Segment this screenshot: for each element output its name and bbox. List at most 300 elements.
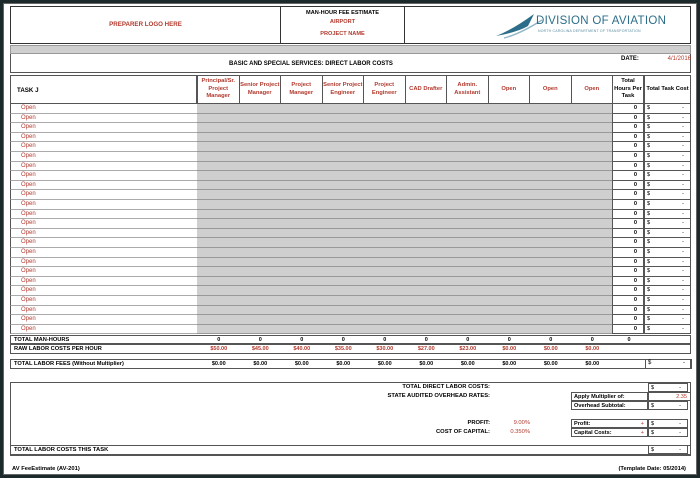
hours-input-cell[interactable]: [529, 142, 572, 152]
hours-input-cell[interactable]: [405, 162, 448, 172]
hours-input-cell[interactable]: [529, 181, 572, 191]
hours-input-cell[interactable]: [446, 181, 489, 191]
hours-input-cell[interactable]: [446, 315, 489, 325]
hours-input-cell[interactable]: [571, 277, 614, 287]
hours-input-cell[interactable]: [239, 210, 282, 220]
profit-plus: +: [640, 421, 644, 427]
hours-input-cell[interactable]: [280, 277, 323, 287]
profit-box: [571, 419, 648, 428]
hours-input-cell[interactable]: [280, 152, 323, 162]
column-header: Principal/Sr. Project Manager: [197, 75, 240, 104]
hours-input-cell[interactable]: [529, 162, 572, 172]
hours-input-cell[interactable]: [363, 171, 406, 181]
hours-input-cell[interactable]: [322, 114, 365, 124]
hours-input-cell[interactable]: [571, 210, 614, 220]
task-name-cell[interactable]: Open: [10, 315, 197, 325]
hours-input-cell[interactable]: [529, 296, 572, 306]
hours-input-cell[interactable]: [197, 133, 240, 143]
hours-input-cell[interactable]: [322, 229, 365, 239]
hours-input-cell[interactable]: [488, 114, 531, 124]
hours-input-cell[interactable]: [363, 142, 406, 152]
hours-input-cell[interactable]: [405, 210, 448, 220]
row-total-cost: $ -: [644, 258, 691, 268]
airport-name[interactable]: AIRPORT: [329, 19, 356, 25]
hours-input-cell[interactable]: [405, 219, 448, 229]
table-row: [10, 181, 691, 191]
divider-band: [10, 45, 691, 54]
task-name-cell[interactable]: Open: [10, 210, 197, 220]
hours-input-cell[interactable]: [405, 238, 448, 248]
hours-input-cell[interactable]: [322, 104, 365, 114]
hours-input-cell[interactable]: [488, 258, 531, 268]
hours-input-cell[interactable]: [529, 258, 572, 268]
overhead-subtotal-label: Overhead Subtotal:: [574, 403, 626, 409]
hours-input-cell[interactable]: [322, 325, 365, 335]
hours-input-cell[interactable]: [322, 181, 365, 191]
hours-input-cell[interactable]: [571, 258, 614, 268]
hours-input-cell[interactable]: [529, 238, 572, 248]
hours-input-cell[interactable]: [363, 114, 406, 124]
hours-input-cell[interactable]: [488, 190, 531, 200]
hours-input-cell[interactable]: [239, 325, 282, 335]
hours-input-cell[interactable]: [280, 296, 323, 306]
hours-input-cell[interactable]: [405, 171, 448, 181]
hours-input-cell[interactable]: [446, 200, 489, 210]
hours-input-cell[interactable]: [363, 286, 406, 296]
total-man-hours-row-value: 0: [341, 336, 345, 343]
hours-input-cell[interactable]: [529, 152, 572, 162]
hours-input-cell[interactable]: [363, 315, 406, 325]
column-header: Senior Project Manager: [239, 75, 282, 104]
hours-input-cell[interactable]: [197, 325, 240, 335]
hours-input-cell[interactable]: [239, 190, 282, 200]
hours-input-cell[interactable]: [322, 152, 365, 162]
hours-input-cell[interactable]: [363, 219, 406, 229]
hours-input-cell[interactable]: [446, 325, 489, 335]
hours-input-cell[interactable]: [197, 114, 240, 124]
hours-input-cell[interactable]: [363, 104, 406, 114]
hours-input-cell[interactable]: [197, 258, 240, 268]
hours-input-cell[interactable]: [405, 114, 448, 124]
hours-input-cell[interactable]: [239, 114, 282, 124]
task-name-cell[interactable]: Open: [10, 190, 197, 200]
hours-input-cell[interactable]: [322, 200, 365, 210]
hours-input-cell[interactable]: [529, 286, 572, 296]
hours-input-cell[interactable]: [488, 315, 531, 325]
hours-input-cell[interactable]: [446, 238, 489, 248]
hours-input-cell[interactable]: [529, 306, 572, 316]
hours-input-cell[interactable]: [239, 123, 282, 133]
task-name-cell[interactable]: Open: [10, 258, 197, 268]
hours-input-cell[interactable]: [363, 181, 406, 191]
hours-input-cell[interactable]: [571, 315, 614, 325]
hours-input-cell[interactable]: [405, 277, 448, 287]
hours-input-cell[interactable]: [363, 229, 406, 239]
hours-input-cell[interactable]: [446, 123, 489, 133]
hours-input-cell[interactable]: [322, 123, 365, 133]
hours-input-cell[interactable]: [322, 210, 365, 220]
hours-input-cell[interactable]: [446, 210, 489, 220]
hours-input-cell[interactable]: [405, 296, 448, 306]
hours-input-cell[interactable]: [280, 219, 323, 229]
hours-input-cell[interactable]: [571, 296, 614, 306]
total-cost-header: Total Task Cost: [644, 75, 691, 104]
hours-input-cell[interactable]: [405, 190, 448, 200]
hours-input-cell[interactable]: [280, 142, 323, 152]
hours-input-cell[interactable]: [405, 315, 448, 325]
hours-input-cell[interactable]: [197, 286, 240, 296]
task-name-cell[interactable]: Open: [10, 286, 197, 296]
hours-input-cell[interactable]: [363, 133, 406, 143]
hours-input-cell[interactable]: [197, 296, 240, 306]
hours-input-cell[interactable]: [405, 104, 448, 114]
hours-input-cell[interactable]: [197, 267, 240, 277]
hours-input-cell[interactable]: [571, 238, 614, 248]
hours-input-cell[interactable]: [529, 210, 572, 220]
hours-input-cell[interactable]: [280, 190, 323, 200]
hours-input-cell[interactable]: [239, 171, 282, 181]
hours-input-cell[interactable]: [446, 248, 489, 258]
hours-input-cell[interactable]: [446, 114, 489, 124]
hours-input-cell[interactable]: [488, 296, 531, 306]
hours-input-cell[interactable]: [488, 123, 531, 133]
task-name-cell[interactable]: Open: [10, 248, 197, 258]
hours-input-cell[interactable]: [488, 267, 531, 277]
hours-input-cell[interactable]: [405, 229, 448, 239]
hours-input-cell[interactable]: [239, 277, 282, 287]
hours-input-cell[interactable]: [363, 258, 406, 268]
hours-input-cell[interactable]: [363, 277, 406, 287]
hours-input-cell[interactable]: [446, 277, 489, 287]
task-name-cell[interactable]: Open: [10, 296, 197, 306]
raw-rate-row-value: $45.00: [251, 346, 269, 353]
hours-input-cell[interactable]: [322, 219, 365, 229]
hours-input-cell[interactable]: [197, 200, 240, 210]
hours-input-cell[interactable]: [529, 315, 572, 325]
task-name-cell[interactable]: Open: [10, 325, 197, 335]
hours-input-cell[interactable]: [197, 162, 240, 172]
hours-input-cell[interactable]: [280, 114, 323, 124]
hours-input-cell[interactable]: [446, 219, 489, 229]
overhead-subtotal-box: [571, 401, 648, 410]
hours-input-cell[interactable]: [571, 200, 614, 210]
hours-input-cell[interactable]: [239, 181, 282, 191]
hours-input-cell[interactable]: [488, 142, 531, 152]
hours-input-cell[interactable]: [488, 133, 531, 143]
hours-input-cell[interactable]: [322, 133, 365, 143]
hours-input-cell[interactable]: [571, 152, 614, 162]
hours-input-cell[interactable]: [571, 306, 614, 316]
hours-input-cell[interactable]: [529, 190, 572, 200]
hours-input-cell[interactable]: [571, 267, 614, 277]
hours-input-cell[interactable]: [571, 123, 614, 133]
row-total-cost: $ -: [644, 142, 691, 152]
hours-input-cell[interactable]: [322, 258, 365, 268]
hours-input-cell[interactable]: [239, 162, 282, 172]
hours-input-cell[interactable]: [197, 306, 240, 316]
hours-input-cell[interactable]: [529, 325, 572, 335]
hours-input-cell[interactable]: [280, 133, 323, 143]
hours-input-cell[interactable]: [322, 190, 365, 200]
hours-input-cell[interactable]: [280, 210, 323, 220]
hours-input-cell[interactable]: [197, 181, 240, 191]
hours-input-cell[interactable]: [239, 286, 282, 296]
project-name[interactable]: PROJECT NAME: [320, 31, 365, 37]
hours-input-cell[interactable]: [322, 171, 365, 181]
hours-input-cell[interactable]: [197, 238, 240, 248]
row-total-hours: 0: [612, 277, 644, 287]
hours-input-cell[interactable]: [446, 229, 489, 239]
hours-input-cell[interactable]: [239, 267, 282, 277]
hours-input-cell[interactable]: [239, 104, 282, 114]
hours-input-cell[interactable]: [446, 286, 489, 296]
hours-input-cell[interactable]: [446, 142, 489, 152]
multiplier-value[interactable]: 2.35: [648, 392, 691, 401]
raw-rate-row-value: $23.00: [459, 346, 477, 353]
hours-input-cell[interactable]: [280, 267, 323, 277]
hours-input-cell[interactable]: [239, 142, 282, 152]
hours-input-cell[interactable]: [322, 142, 365, 152]
hours-input-cell[interactable]: [363, 325, 406, 335]
hours-input-cell[interactable]: [405, 325, 448, 335]
hours-input-cell[interactable]: [571, 171, 614, 181]
total-man-hours-row-value: 0: [258, 336, 262, 343]
hours-input-cell[interactable]: [280, 306, 323, 316]
column-header: Admin. Assistant: [446, 75, 489, 104]
hours-input-cell[interactable]: [571, 229, 614, 239]
hours-input-cell[interactable]: [571, 190, 614, 200]
hours-input-cell[interactable]: [239, 248, 282, 258]
hours-input-cell[interactable]: [197, 248, 240, 258]
hours-input-cell[interactable]: [280, 104, 323, 114]
hours-input-cell[interactable]: [197, 219, 240, 229]
hours-input-cell[interactable]: [322, 306, 365, 316]
hours-input-cell[interactable]: [239, 306, 282, 316]
hours-input-cell[interactable]: [363, 296, 406, 306]
hours-input-cell[interactable]: [446, 104, 489, 114]
hours-input-cell[interactable]: [405, 200, 448, 210]
hours-input-cell[interactable]: [239, 296, 282, 306]
hours-input-cell[interactable]: [529, 171, 572, 181]
hours-input-cell[interactable]: [239, 238, 282, 248]
total-fees-row-value: $0.00: [294, 361, 309, 368]
hours-input-cell[interactable]: [488, 200, 531, 210]
hours-input-cell[interactable]: [446, 190, 489, 200]
hours-input-cell[interactable]: [405, 306, 448, 316]
hours-input-cell[interactable]: [405, 181, 448, 191]
hours-input-cell[interactable]: [322, 238, 365, 248]
hours-input-cell[interactable]: [197, 315, 240, 325]
hours-input-cell[interactable]: [529, 219, 572, 229]
hours-input-cell[interactable]: [280, 248, 323, 258]
task-name-cell[interactable]: Open: [10, 229, 197, 239]
hours-input-cell[interactable]: [280, 286, 323, 296]
hours-input-cell[interactable]: [280, 315, 323, 325]
hours-input-cell[interactable]: [197, 142, 240, 152]
hours-input-cell[interactable]: [363, 248, 406, 258]
hours-input-cell[interactable]: [405, 133, 448, 143]
hours-input-cell[interactable]: [280, 200, 323, 210]
table-row: [10, 306, 691, 316]
profit-pct[interactable]: 9.00%: [513, 420, 530, 426]
hours-input-cell[interactable]: [363, 267, 406, 277]
task-name-cell[interactable]: Open: [10, 277, 197, 287]
row-total-hours: 0: [612, 210, 644, 220]
task-name-cell[interactable]: Open: [10, 306, 197, 316]
hours-input-cell[interactable]: [363, 190, 406, 200]
row-total-cost: $ -: [644, 229, 691, 239]
hours-input-cell[interactable]: [322, 277, 365, 287]
table-row: [10, 123, 691, 133]
hours-input-cell[interactable]: [197, 123, 240, 133]
hours-input-cell[interactable]: [197, 229, 240, 239]
hours-input-cell[interactable]: [405, 142, 448, 152]
hours-input-cell[interactable]: [571, 142, 614, 152]
hours-input-cell[interactable]: [363, 210, 406, 220]
hours-input-cell[interactable]: [571, 181, 614, 191]
hours-input-cell[interactable]: [280, 181, 323, 191]
hours-input-cell[interactable]: [488, 181, 531, 191]
hours-input-cell[interactable]: [488, 162, 531, 172]
hours-input-cell[interactable]: [488, 171, 531, 181]
hours-input-cell[interactable]: [529, 277, 572, 287]
hours-input-cell[interactable]: [239, 219, 282, 229]
hours-input-cell[interactable]: [571, 104, 614, 114]
hours-input-cell[interactable]: [280, 258, 323, 268]
hours-input-cell[interactable]: [446, 306, 489, 316]
hours-input-cell[interactable]: [488, 104, 531, 114]
task-name-cell[interactable]: Open: [10, 133, 197, 143]
total-labor-row: [10, 445, 691, 455]
task-name-cell[interactable]: Open: [10, 162, 197, 172]
hours-input-cell[interactable]: [529, 104, 572, 114]
task-name-cell[interactable]: Open: [10, 238, 197, 248]
hours-input-cell[interactable]: [322, 296, 365, 306]
hours-input-cell[interactable]: [197, 210, 240, 220]
coc-label: COST OF CAPITAL:: [436, 429, 490, 435]
raw-rate-row-value: $50.00: [210, 346, 228, 353]
hours-input-cell[interactable]: [488, 248, 531, 258]
hours-input-cell[interactable]: [446, 133, 489, 143]
hours-input-cell[interactable]: [280, 171, 323, 181]
date-value[interactable]: 4/1/2016: [667, 56, 691, 62]
hours-input-cell[interactable]: [529, 114, 572, 124]
hours-input-cell[interactable]: [488, 286, 531, 296]
hours-input-cell[interactable]: [197, 277, 240, 287]
hours-input-cell[interactable]: [446, 171, 489, 181]
hours-input-cell[interactable]: [571, 162, 614, 172]
hours-input-cell[interactable]: [405, 267, 448, 277]
hours-input-cell[interactable]: [239, 200, 282, 210]
row-total-hours: 0: [612, 258, 644, 268]
hours-input-cell[interactable]: [446, 152, 489, 162]
hours-input-cell[interactable]: [363, 306, 406, 316]
hours-input-cell[interactable]: [197, 152, 240, 162]
hours-input-cell[interactable]: [280, 238, 323, 248]
date-label: DATE:: [621, 56, 639, 62]
hours-input-cell[interactable]: [529, 123, 572, 133]
task-name-cell[interactable]: Open: [10, 114, 197, 124]
hours-input-cell[interactable]: [488, 152, 531, 162]
hours-input-cell[interactable]: [571, 219, 614, 229]
hours-input-cell[interactable]: [446, 267, 489, 277]
hours-input-cell[interactable]: [529, 229, 572, 239]
hours-input-cell[interactable]: [239, 229, 282, 239]
hours-input-cell[interactable]: [322, 267, 365, 277]
task-name-cell[interactable]: Open: [10, 267, 197, 277]
coc-pct[interactable]: 0.350%: [510, 429, 530, 435]
hours-input-cell[interactable]: [446, 296, 489, 306]
hours-input-cell[interactable]: [529, 267, 572, 277]
hours-input-cell[interactable]: [322, 162, 365, 172]
hours-input-cell[interactable]: [405, 286, 448, 296]
hours-input-cell[interactable]: [488, 325, 531, 335]
hours-input-cell[interactable]: [322, 248, 365, 258]
hours-input-cell[interactable]: [405, 152, 448, 162]
hours-input-cell[interactable]: [488, 219, 531, 229]
task-name-cell[interactable]: Open: [10, 181, 197, 191]
hours-input-cell[interactable]: [529, 200, 572, 210]
task-name-cell[interactable]: Open: [10, 142, 197, 152]
hours-input-cell[interactable]: [488, 277, 531, 287]
hours-input-cell[interactable]: [363, 123, 406, 133]
hours-input-cell[interactable]: [446, 258, 489, 268]
task-name-cell[interactable]: Open: [10, 123, 197, 133]
hours-input-cell[interactable]: [280, 123, 323, 133]
hours-input-cell[interactable]: [363, 200, 406, 210]
hours-input-cell[interactable]: [322, 315, 365, 325]
hours-input-cell[interactable]: [239, 315, 282, 325]
hours-input-cell[interactable]: [529, 248, 572, 258]
hours-input-cell[interactable]: [280, 162, 323, 172]
hours-input-cell[interactable]: [239, 133, 282, 143]
hours-input-cell[interactable]: [446, 162, 489, 172]
hours-input-cell[interactable]: [488, 229, 531, 239]
hours-input-cell[interactable]: [488, 306, 531, 316]
hours-input-cell[interactable]: [280, 325, 323, 335]
hours-input-cell[interactable]: [363, 162, 406, 172]
task-name-cell[interactable]: Open: [10, 219, 197, 229]
hours-input-cell[interactable]: [529, 133, 572, 143]
hours-input-cell[interactable]: [239, 152, 282, 162]
hours-input-cell[interactable]: [239, 258, 282, 268]
hours-input-cell[interactable]: [571, 248, 614, 258]
hours-input-cell[interactable]: [488, 238, 531, 248]
hours-input-cell[interactable]: [197, 104, 240, 114]
column-header: Open: [571, 75, 614, 104]
task-name-cell[interactable]: Open: [10, 171, 197, 181]
hours-input-cell[interactable]: [280, 229, 323, 239]
hours-input-cell[interactable]: [197, 171, 240, 181]
hours-input-cell[interactable]: [322, 286, 365, 296]
table-row: [10, 133, 691, 143]
hours-input-cell[interactable]: [571, 133, 614, 143]
hours-input-cell[interactable]: [488, 210, 531, 220]
hours-input-cell[interactable]: [405, 248, 448, 258]
hours-input-cell[interactable]: [571, 325, 614, 335]
hours-input-cell[interactable]: [363, 238, 406, 248]
task-name-cell[interactable]: Open: [10, 200, 197, 210]
hours-input-cell[interactable]: [405, 258, 448, 268]
total-labor-cost: $ -: [648, 445, 688, 454]
hours-input-cell[interactable]: [363, 152, 406, 162]
task-name-cell[interactable]: Open: [10, 104, 197, 114]
hours-input-cell[interactable]: [405, 123, 448, 133]
task-name-cell[interactable]: Open: [10, 152, 197, 162]
hours-input-cell[interactable]: [571, 286, 614, 296]
hours-input-cell[interactable]: [571, 114, 614, 124]
hours-input-cell[interactable]: [197, 190, 240, 200]
